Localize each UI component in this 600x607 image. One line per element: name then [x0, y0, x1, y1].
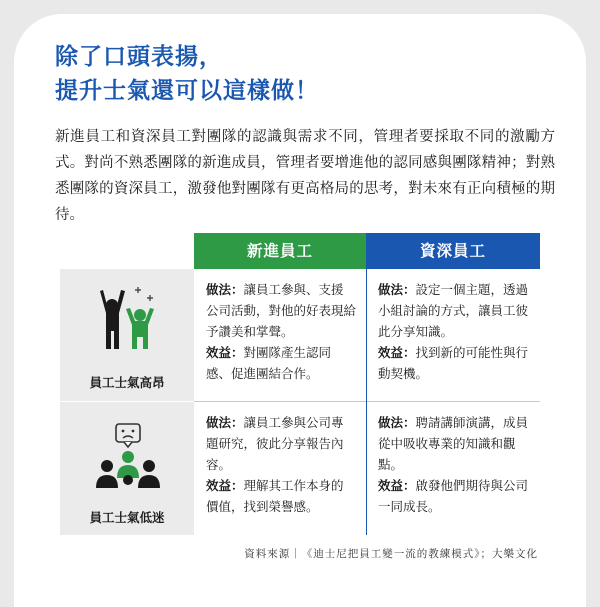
method-label: 做法：: [206, 282, 244, 297]
cheering-people-icon: [98, 283, 160, 357]
cell-high-morale-new: [194, 269, 366, 401]
cell-low-morale-senior: [366, 402, 540, 535]
comparison-table: [60, 233, 540, 535]
row-label-low-morale: [60, 402, 194, 535]
benefit-text: 對團隊產生認同感、促進團結合作。: [206, 345, 332, 381]
title-line-2: 提升士氣還可以這樣做！: [55, 78, 319, 104]
row-label-text: 員工士氣高昂: [89, 375, 165, 390]
method-text: 聘請講師演講，成員從中吸收專業的知識和觀點。: [378, 415, 529, 472]
row-label-text: 員工士氣低迷: [89, 510, 165, 525]
intro-paragraph: 新進員工和資深員工對團隊的認識與需求不同，管理者要採取不同的激勵方式。對尚不熟悉團隊的新進成員，管理者要增進他的認同感與團隊精神；對熟悉團隊的資深員工，激發他對團隊有更高格局的思考，對未來有正向積極的期待。: [55, 129, 555, 223]
row-label-high-morale: [60, 269, 194, 401]
benefit-label: 效益：: [206, 478, 244, 493]
benefit-text: 找到新的可能性與行動契機。: [378, 345, 529, 381]
source-credit: 資料來源｜《迪士尼把員工變一流的教練模式》；大樂文化: [244, 548, 538, 560]
benefit-text: 啟發他們期待與公司一同成長。: [378, 478, 529, 514]
worried-group-icon: [95, 422, 161, 492]
header-senior-employees: 資深員工: [366, 233, 540, 269]
cell-low-morale-new: [194, 402, 366, 535]
cell-high-morale-senior: [366, 269, 540, 401]
column-divider: [366, 269, 367, 535]
header-new-employees: 新進員工: [194, 233, 366, 269]
title-line-1: 除了口頭表揚，: [55, 44, 223, 70]
benefit-label: 效益：: [206, 345, 244, 360]
benefit-text: 理解其工作本身的價值，找到榮譽感。: [206, 478, 344, 514]
benefit-label: 效益：: [378, 345, 416, 360]
method-label: 做法：: [378, 282, 416, 297]
method-label: 做法：: [206, 415, 244, 430]
page-title: [55, 40, 319, 108]
method-label: 做法：: [378, 415, 416, 430]
method-text: 讓員工參與、支援公司活動，對他的好表現給予讚美和掌聲。: [206, 282, 357, 339]
benefit-label: 效益：: [378, 478, 416, 493]
header-empty-cell: [60, 233, 194, 269]
method-text: 設定一個主題，透過小組討論的方式，讓員工彼此分享知識。: [378, 282, 529, 339]
method-text: 讓員工參與公司專題研究，彼此分享報告內容。: [206, 415, 344, 472]
